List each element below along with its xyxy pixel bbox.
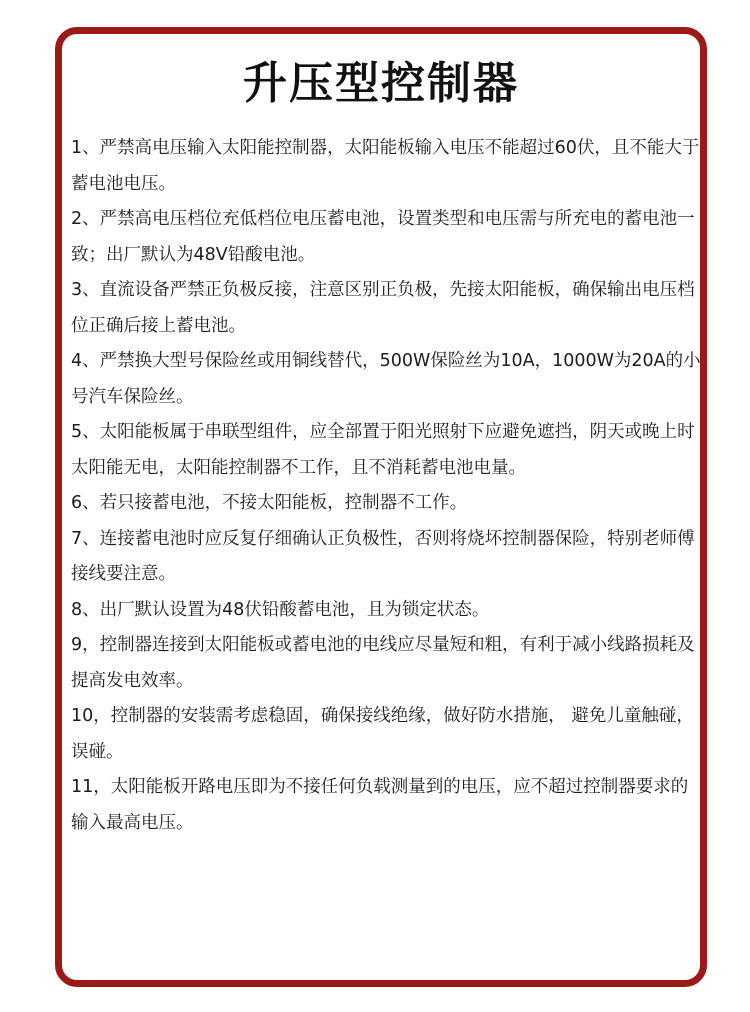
rule-item-1: 1、严禁高电压输入太阳能控制器，太阳能板输入电压不能超过60伏，且不能大于蓄电池电压。 — [71, 138, 700, 194]
rule-item-11: 11，太阳能板开路电压即为不接任何负载测量到的电压，应不超过控制器要求的输入最高电压。 — [71, 777, 689, 833]
rule-item-4: 4、严禁换大型号保险丝或用铜线替代，500W保险丝为10A，1000W为20A的小号汽车保险丝。 — [71, 351, 701, 407]
rule-item-5: 5、太阳能板属于串联型组件，应全部置于阳光照射下应避免遮挡，阴天或晚上时太阳能无电，太阳能控制器不工作，且不消耗蓄电池电量。 — [71, 422, 695, 478]
rule-item-7: 7、连接蓄电池时应反复仔细确认正负极性，否则将烧坏控制器保险，特别老师傅接线要注意。 — [71, 528, 695, 584]
rule-item-6: 6、若只接蓄电池，不接太阳能板，控制器不工作。 — [71, 493, 468, 513]
page-title: 升压型控制器 — [243, 58, 519, 109]
rule-item-2: 2、严禁高电压档位充低档位电压蓄电池，设置类型和电压需与所充电的蓄电池一致；出厂默认为48V铅酸电池。 — [71, 209, 695, 265]
rule-item-3: 3、直流设备严禁正负极反接，注意区别正负极，先接太阳能板，确保输出电压档位正确后接上蓄电池。 — [71, 280, 695, 336]
rule-item-9: 9，控制器连接到太阳能板或蓄电池的电线应尽量短和粗，有利于减小线路损耗及提高发电效率。 — [71, 635, 695, 691]
rule-item-10: 10，控制器的安装需考虑稳固，确保接线绝缘，做好防水措施， 避免儿童触碰，误碰。 — [71, 706, 694, 762]
notice-card — [55, 27, 707, 987]
rule-item-8: 8、出厂默认设置为48伏铅酸蓄电池，且为锁定状态。 — [71, 599, 490, 620]
rules-list — [71, 131, 703, 841]
